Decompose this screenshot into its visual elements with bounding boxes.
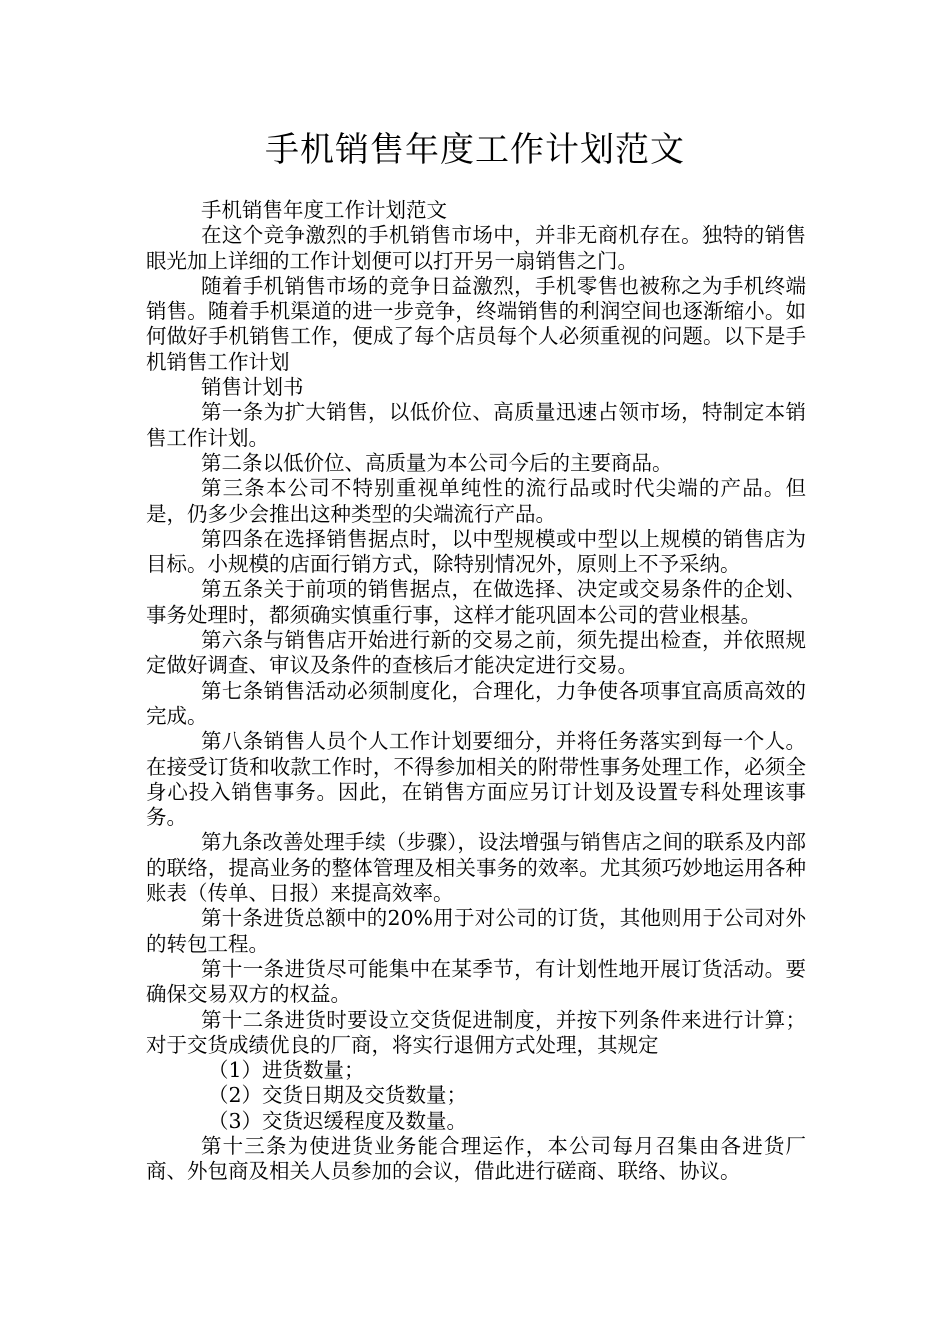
paragraph: 第八条销售人员个人工作计划要细分，并将任务落实到每一个人。在接受订货和收款工作时，不得参加相关的附带性事务处理工作，必须全身心投入销售事务。因此，在销售方面应另订计划及设置专科处理该事务。 (146, 729, 806, 830)
paragraph: 第十条进货总额中的20%用于对公司的订货，其他则用于公司对外的转包工程。 (146, 906, 806, 956)
paragraph: 第四条在选择销售据点时，以中型规模或中型以上规模的销售店为目标。小规模的店面行销方式，除特别情况外，原则上不予采纳。 (146, 526, 806, 577)
paragraph: 第十二条进货时要设立交货促进制度，并按下列条件来进行计算；对于交货成绩优良的厂商，将实行退佣方式处理，其规定 (146, 1007, 806, 1057)
document-body (146, 198, 806, 1185)
paragraph: 第九条改善处理手续（步骤），设法增强与销售店之间的联系及内部的联络，提高业务的整体管理及相关事务的效率。尤其须巧妙地运用各种账表（传单、日报）来提高效率。 (146, 830, 806, 906)
list-item: （1）进货数量； (208, 1058, 365, 1083)
paragraph: 第十三条为使进货业务能合理运作，本公司每月召集由各进货厂商、外包商及相关人员参加的会议，借此进行磋商、联络、协议。 (146, 1133, 806, 1184)
paragraph: 第十一条进货尽可能集中在某季节，有计划性地开展订货活动。要确保交易双方的权益。 (146, 956, 806, 1007)
document-title: 手机销售年度工作计划范文 (265, 130, 685, 170)
paragraph: 第五条关于前项的销售据点，在做选择、决定或交易条件的企划、事务处理时，都须确实慎重行事，这样才能巩固本公司的营业根基。 (146, 577, 806, 627)
paragraph: 手机销售年度工作计划范文 (201, 198, 447, 222)
paragraph: 第六条与销售店开始进行新的交易之前，须先提出检查，并依照规定做好调查、审议及条件的查核后才能决定进行交易。 (146, 628, 806, 678)
list-item: （3）交货迟缓程度及数量。 (208, 1108, 468, 1133)
paragraph: 第一条为扩大销售，以低价位、高质量迅速占领市场，特制定本销售工作计划。 (146, 400, 806, 450)
paragraph: 随着手机销售市场的竞争日益激烈，手机零售也被称之为手机终端销售。随着手机渠道的进一步竞争，终端销售的利润空间也逐渐缩小。如何做好手机销售工作，便成了每个店员每个人必须重视的问题。以下是手机销售工作计划 (146, 273, 806, 374)
paragraph: 第七条销售活动必须制度化，合理化，力争使各项事宜高质高效的完成。 (146, 678, 806, 728)
paragraph: 第三条本公司不特别重视单纯性的流行品或时代尖端的产品。但是，仍多少会推出这种类型的尖端流行产品。 (146, 476, 806, 526)
paragraph: 第二条以低价位、高质量为本公司今后的主要商品。 (201, 450, 673, 475)
paragraph: 销售计划书 (201, 375, 304, 400)
list-item: （2）交货日期及交货数量； (208, 1083, 468, 1108)
paragraph: 在这个竞争激烈的手机销售市场中，并非无商机存在。独特的销售眼光加上详细的工作计划便可以打开另一扇销售之门。 (146, 223, 806, 273)
